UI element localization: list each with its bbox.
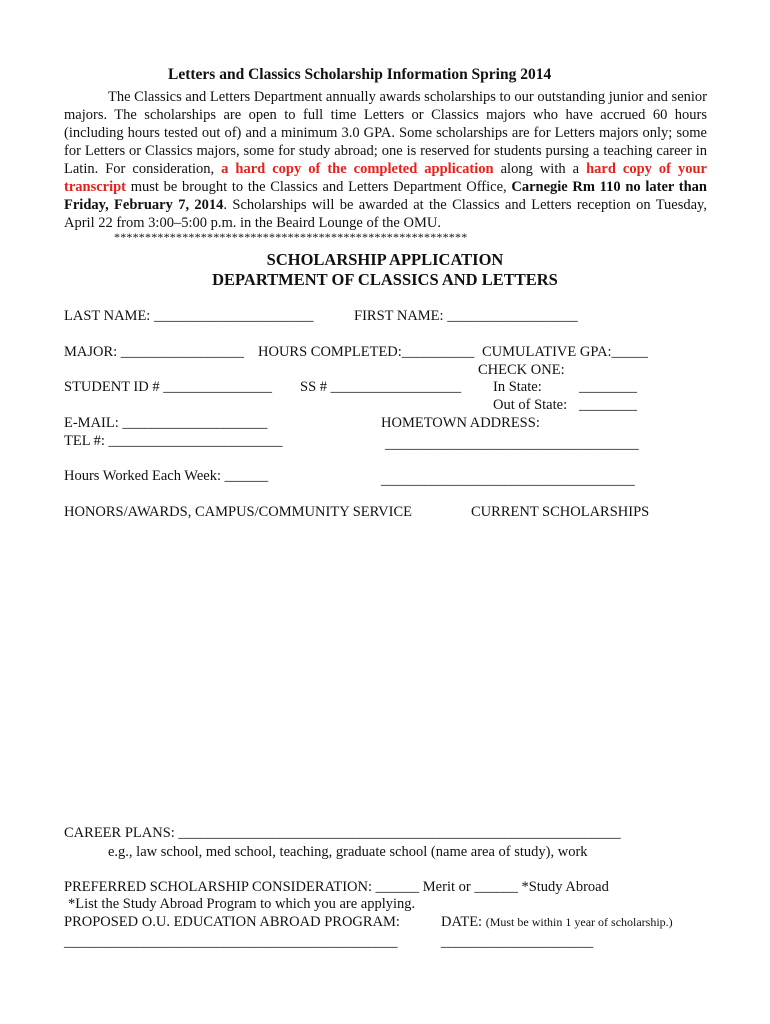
hours-completed-field[interactable]: HOURS COMPLETED:__________ <box>258 344 475 360</box>
info-title: Letters and Classics Scholarship Information Spring 2014 <box>168 66 552 83</box>
date-label-group <box>441 914 673 931</box>
preferred-scholarship-field[interactable]: PREFERRED SCHOLARSHIP CONSIDERATION: ______ Merit or ______ *Study Abroad <box>64 879 609 895</box>
date-line[interactable]: _____________________ <box>441 934 594 950</box>
form-heading-2: DEPARTMENT OF CLASSICS AND LETTERS <box>212 270 558 289</box>
check-one-label: CHECK ONE: <box>478 362 565 378</box>
info-text-3: must be brought to the Classics and Letters Department Office, <box>126 179 512 195</box>
info-bold-deadline: Carnegie Rm 110 no later than Friday, February 7, 2014 <box>64 179 707 213</box>
date-label: DATE: <box>441 914 483 930</box>
hometown-line-2[interactable]: ___________________________________ <box>381 472 635 488</box>
info-red-completed-application: a hard copy of the completed application <box>221 161 494 177</box>
proposed-program-line[interactable]: ______________________________________________ <box>64 934 398 950</box>
hometown-address-label: HOMETOWN ADDRESS: <box>381 415 540 431</box>
info-text-1: The Classics and Letters Department annually awards scholarships to our outstanding junior and senior majors. The scholarships are open to full time Letters or Classics majors who have accrued 60 hours (including hours tested out of) and a minimum 3.0 GPA. Some scholarships are for Letters majors only; some for Letters or Classics majors, some for study abroad; one is reserved for students pursing a teaching career in Latin. For consideration, <box>64 89 707 177</box>
info-text-2: along with a <box>493 161 587 177</box>
info-red-transcript: hard copy of your transcript <box>64 161 707 195</box>
form-heading-1: SCHOLARSHIP APPLICATION <box>266 250 504 269</box>
current-scholarships-label: CURRENT SCHOLARSHIPS <box>471 504 650 520</box>
tel-field[interactable]: TEL #: ________________________ <box>64 433 283 449</box>
career-plans-field[interactable]: CAREER PLANS: _____________________________________________________________ <box>64 825 621 841</box>
info-paragraph <box>64 88 707 232</box>
info-text-4: . Scholarships will be awarded at the Classics and Letters reception on Tuesday, April 22 from 3:00–5:00 p.m. in the Beaird Lounge of the OMU. <box>64 197 707 231</box>
hours-worked-field[interactable]: Hours Worked Each Week: ______ <box>64 468 269 484</box>
career-plans-example: e.g., law school, med school, teaching, graduate school (name area of study), work <box>108 844 588 860</box>
in-state-checkbox-line[interactable]: ________ <box>579 379 637 395</box>
honors-awards-label: HONORS/AWARDS, CAMPUS/COMMUNITY SERVICE <box>64 504 413 520</box>
out-of-state-label: Out of State: <box>493 397 568 413</box>
major-field[interactable]: MAJOR: _________________ <box>64 344 245 360</box>
in-state-label: In State: <box>493 379 542 395</box>
stars-divider: ********************************************************* <box>114 230 468 244</box>
date-note: (Must be within 1 year of scholarship.) <box>485 915 673 929</box>
email-field[interactable]: E-MAIL: ____________________ <box>64 415 268 431</box>
proposed-program-label: PROPOSED O.U. EDUCATION ABROAD PROGRAM: <box>64 914 400 930</box>
out-of-state-checkbox-line[interactable]: ________ <box>579 397 637 413</box>
study-abroad-note: *List the Study Abroad Program to which you are applying. <box>68 896 416 912</box>
hometown-line-1[interactable]: ___________________________________ <box>385 436 639 452</box>
ss-field[interactable]: SS # __________________ <box>300 379 462 395</box>
student-id-field[interactable]: STUDENT ID # _______________ <box>64 379 272 395</box>
last-name-field[interactable]: LAST NAME: ______________________ <box>64 308 314 324</box>
cumulative-gpa-field[interactable]: CUMULATIVE GPA:_____ <box>482 344 648 360</box>
first-name-field[interactable]: FIRST NAME: __________________ <box>354 308 578 324</box>
